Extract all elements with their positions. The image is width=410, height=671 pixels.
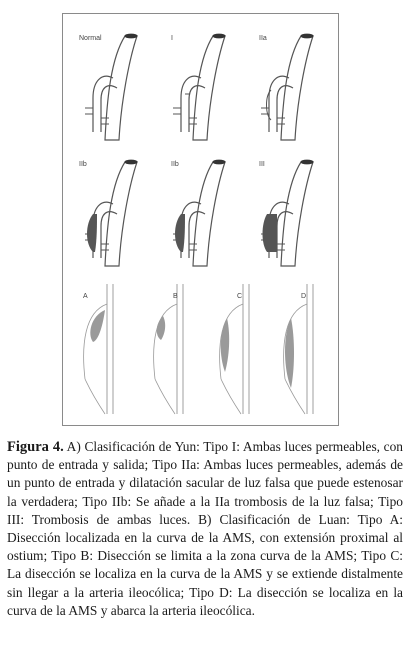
- panel-label: Normal: [79, 35, 102, 42]
- panel-label: IIa: [259, 35, 267, 42]
- caption-text: A) Clasificación de Yun: Tipo I: Ambas luces permeables, con punto de entrada y salida; Tipo IIa: Ambas luces permeables, además de un punto de entrada y dilatación sacular de luz falsa que puede estenosar la verdadera; Tipo IIb: Se añade a la IIa trombosis de la luz falsa; Tipo III: Trombosis de ambas luces. B) Clasificación de Luan: Tipo A: Disección localizada en la curva de la AMS, con extensión proximal al ostium; Tipo B: Disección se limita a la zona curva de la AMS; Tipo C: La disección se localiza en la curva de la AMS y se extiende distalmente sin llegar a la arteria ileocólica; Tipo D: La disección se localiza en la curva de la AMS y abarca la arteria ileocólica.: [7, 439, 404, 618]
- diagram-normal: [79, 34, 138, 140]
- panel-label: IIb: [171, 161, 179, 168]
- sketch-type-c: [220, 284, 249, 414]
- panel-label: I: [171, 35, 173, 42]
- panel-label: C: [237, 293, 243, 300]
- diagram-type-i: [171, 34, 226, 140]
- diagram-type-iib-2: [171, 160, 226, 266]
- figure-label: Figura 4.: [7, 439, 64, 455]
- panel-label: D: [301, 293, 307, 300]
- sketch-type-a: [83, 284, 113, 414]
- figure-panel: [62, 13, 339, 426]
- diagram-type-iia: [259, 34, 314, 140]
- diagram-type-iib-1: [79, 160, 138, 266]
- panel-label: A: [83, 293, 88, 300]
- diagram-type-iii: [259, 160, 314, 266]
- panel-label: IIb: [79, 161, 87, 168]
- panel-label: III: [259, 161, 265, 168]
- sketch-type-b: [154, 284, 183, 414]
- figure-illustration: [63, 14, 340, 427]
- figure-caption: [7, 438, 403, 620]
- panel-label: B: [173, 293, 178, 300]
- sketch-type-d: [284, 284, 313, 414]
